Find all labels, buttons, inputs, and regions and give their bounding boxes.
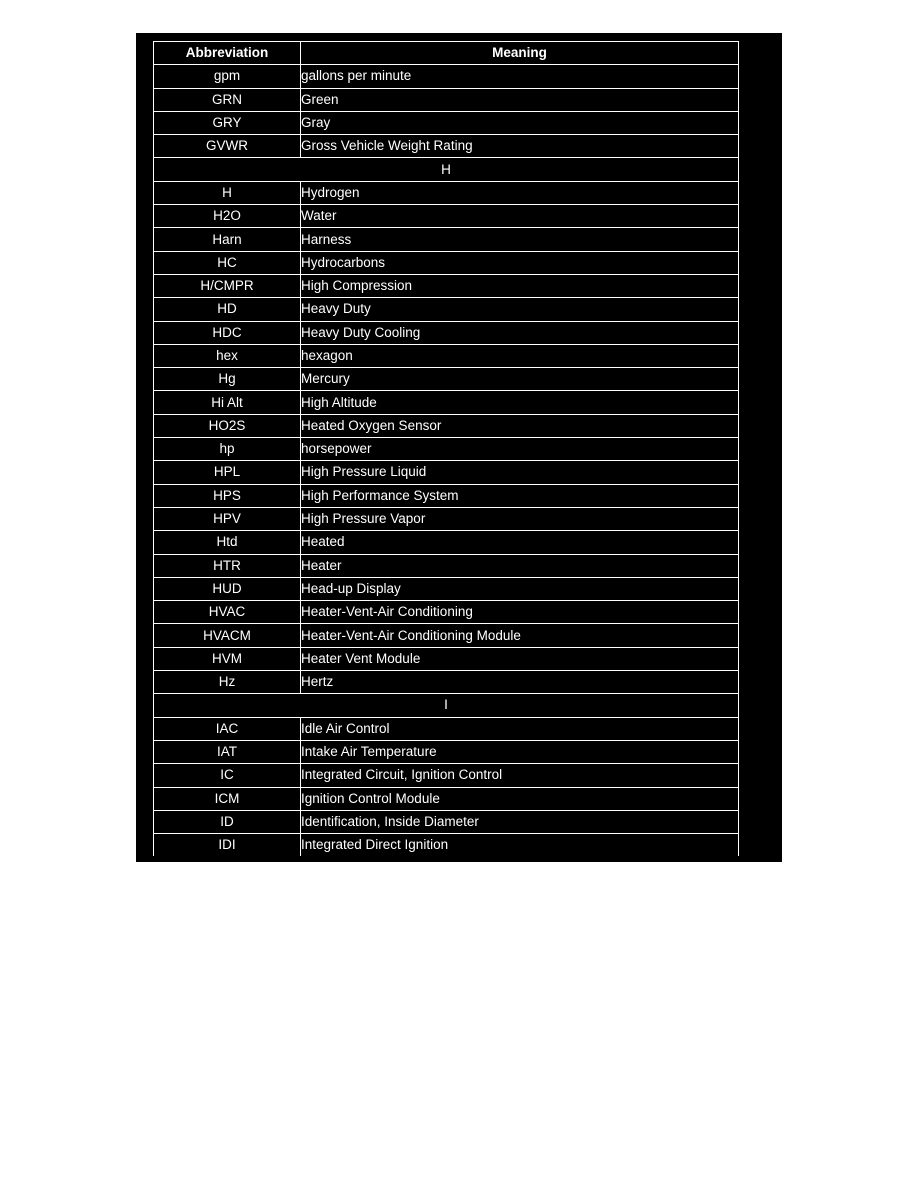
abbreviation-cell: HTR: [154, 554, 301, 577]
meaning-cell: Hydrogen: [301, 181, 739, 204]
meaning-cell: High Pressure Vapor: [301, 507, 739, 530]
table-row: [154, 438, 739, 461]
abbreviation-cell: H2O: [154, 205, 301, 228]
meaning-column-header: Meaning: [301, 42, 739, 65]
abbreviation-cell: IC: [154, 764, 301, 787]
section-letter: I: [154, 694, 739, 717]
meaning-cell: Identification, Inside Diameter: [301, 810, 739, 833]
meaning-cell: High Pressure Liquid: [301, 461, 739, 484]
table-row: [154, 88, 739, 111]
meaning-cell: Heated: [301, 531, 739, 554]
abbreviation-cell: Hi Alt: [154, 391, 301, 414]
table-row: [154, 65, 739, 88]
abbreviation-cell: HC: [154, 251, 301, 274]
table-row: [154, 461, 739, 484]
meaning-cell: Mercury: [301, 368, 739, 391]
abbreviation-cell: IDI: [154, 834, 301, 857]
abbreviation-cell: Hz: [154, 671, 301, 694]
table-row: [154, 111, 739, 134]
meaning-cell: High Performance System: [301, 484, 739, 507]
abbreviation-column-header: Abbreviation: [154, 42, 301, 65]
meaning-cell: Green: [301, 88, 739, 111]
abbreviation-cell: HVM: [154, 647, 301, 670]
abbreviation-table: [153, 41, 739, 856]
abbreviation-cell: IAT: [154, 740, 301, 763]
abbreviation-cell: Hg: [154, 368, 301, 391]
abbreviation-cell: HPV: [154, 507, 301, 530]
abbreviation-cell: ID: [154, 810, 301, 833]
meaning-cell: High Compression: [301, 274, 739, 297]
table-row: [154, 810, 739, 833]
meaning-cell: Idle Air Control: [301, 717, 739, 740]
abbreviation-cell: hp: [154, 438, 301, 461]
table-header-row: [154, 42, 739, 65]
meaning-cell: Heavy Duty Cooling: [301, 321, 739, 344]
table-row: [154, 601, 739, 624]
section-header-row: [154, 694, 739, 717]
table-row: [154, 414, 739, 437]
table-row: [154, 671, 739, 694]
meaning-cell: Head-up Display: [301, 577, 739, 600]
table-row: [154, 717, 739, 740]
abbreviation-cell: Harn: [154, 228, 301, 251]
table-row: [154, 205, 739, 228]
table-row: [154, 251, 739, 274]
table-row: [154, 135, 739, 158]
table-row: [154, 647, 739, 670]
meaning-cell: Harness: [301, 228, 739, 251]
meaning-cell: Hertz: [301, 671, 739, 694]
table-row: [154, 368, 739, 391]
table-row: [154, 274, 739, 297]
abbreviation-cell: IAC: [154, 717, 301, 740]
meaning-cell: Intake Air Temperature: [301, 740, 739, 763]
abbreviation-cell: GVWR: [154, 135, 301, 158]
meaning-cell: Heavy Duty: [301, 298, 739, 321]
abbreviation-cell: ICM: [154, 787, 301, 810]
section-header-row: [154, 158, 739, 181]
abbreviation-cell: GRY: [154, 111, 301, 134]
meaning-cell: Integrated Direct Ignition: [301, 834, 739, 857]
scanned-page-image: [136, 33, 782, 862]
meaning-cell: Heater-Vent-Air Conditioning: [301, 601, 739, 624]
meaning-cell: Gray: [301, 111, 739, 134]
abbreviation-cell: gpm: [154, 65, 301, 88]
abbreviation-cell: HUD: [154, 577, 301, 600]
table-row: [154, 554, 739, 577]
section-letter: H: [154, 158, 739, 181]
meaning-cell: Ignition Control Module: [301, 787, 739, 810]
abbreviation-cell: HVAC: [154, 601, 301, 624]
abbreviation-cell: HVACM: [154, 624, 301, 647]
table-row: [154, 228, 739, 251]
table-row: [154, 787, 739, 810]
meaning-cell: horsepower: [301, 438, 739, 461]
abbreviation-cell: HDC: [154, 321, 301, 344]
meaning-cell: gallons per minute: [301, 65, 739, 88]
meaning-cell: Heater: [301, 554, 739, 577]
abbreviation-cell: HO2S: [154, 414, 301, 437]
abbreviation-cell: HD: [154, 298, 301, 321]
abbreviation-cell: HPL: [154, 461, 301, 484]
meaning-cell: Heater-Vent-Air Conditioning Module: [301, 624, 739, 647]
table-row: [154, 181, 739, 204]
meaning-cell: Heated Oxygen Sensor: [301, 414, 739, 437]
abbreviation-cell: GRN: [154, 88, 301, 111]
abbreviation-cell: H/CMPR: [154, 274, 301, 297]
table-row: [154, 484, 739, 507]
meaning-cell: High Altitude: [301, 391, 739, 414]
abbreviation-cell: hex: [154, 344, 301, 367]
table-row: [154, 764, 739, 787]
meaning-cell: Hydrocarbons: [301, 251, 739, 274]
table-row: [154, 624, 739, 647]
abbreviation-cell: H: [154, 181, 301, 204]
table-row: [154, 344, 739, 367]
table-body: [154, 65, 739, 857]
meaning-cell: Water: [301, 205, 739, 228]
table-row: [154, 507, 739, 530]
table-row: [154, 531, 739, 554]
table-row: [154, 391, 739, 414]
meaning-cell: hexagon: [301, 344, 739, 367]
table-row: [154, 321, 739, 344]
table-row: [154, 740, 739, 763]
meaning-cell: Integrated Circuit, Ignition Control: [301, 764, 739, 787]
table-row: [154, 298, 739, 321]
meaning-cell: Heater Vent Module: [301, 647, 739, 670]
abbreviation-cell: HPS: [154, 484, 301, 507]
table-row: [154, 834, 739, 857]
meaning-cell: Gross Vehicle Weight Rating: [301, 135, 739, 158]
abbreviation-cell: Htd: [154, 531, 301, 554]
table-row: [154, 577, 739, 600]
